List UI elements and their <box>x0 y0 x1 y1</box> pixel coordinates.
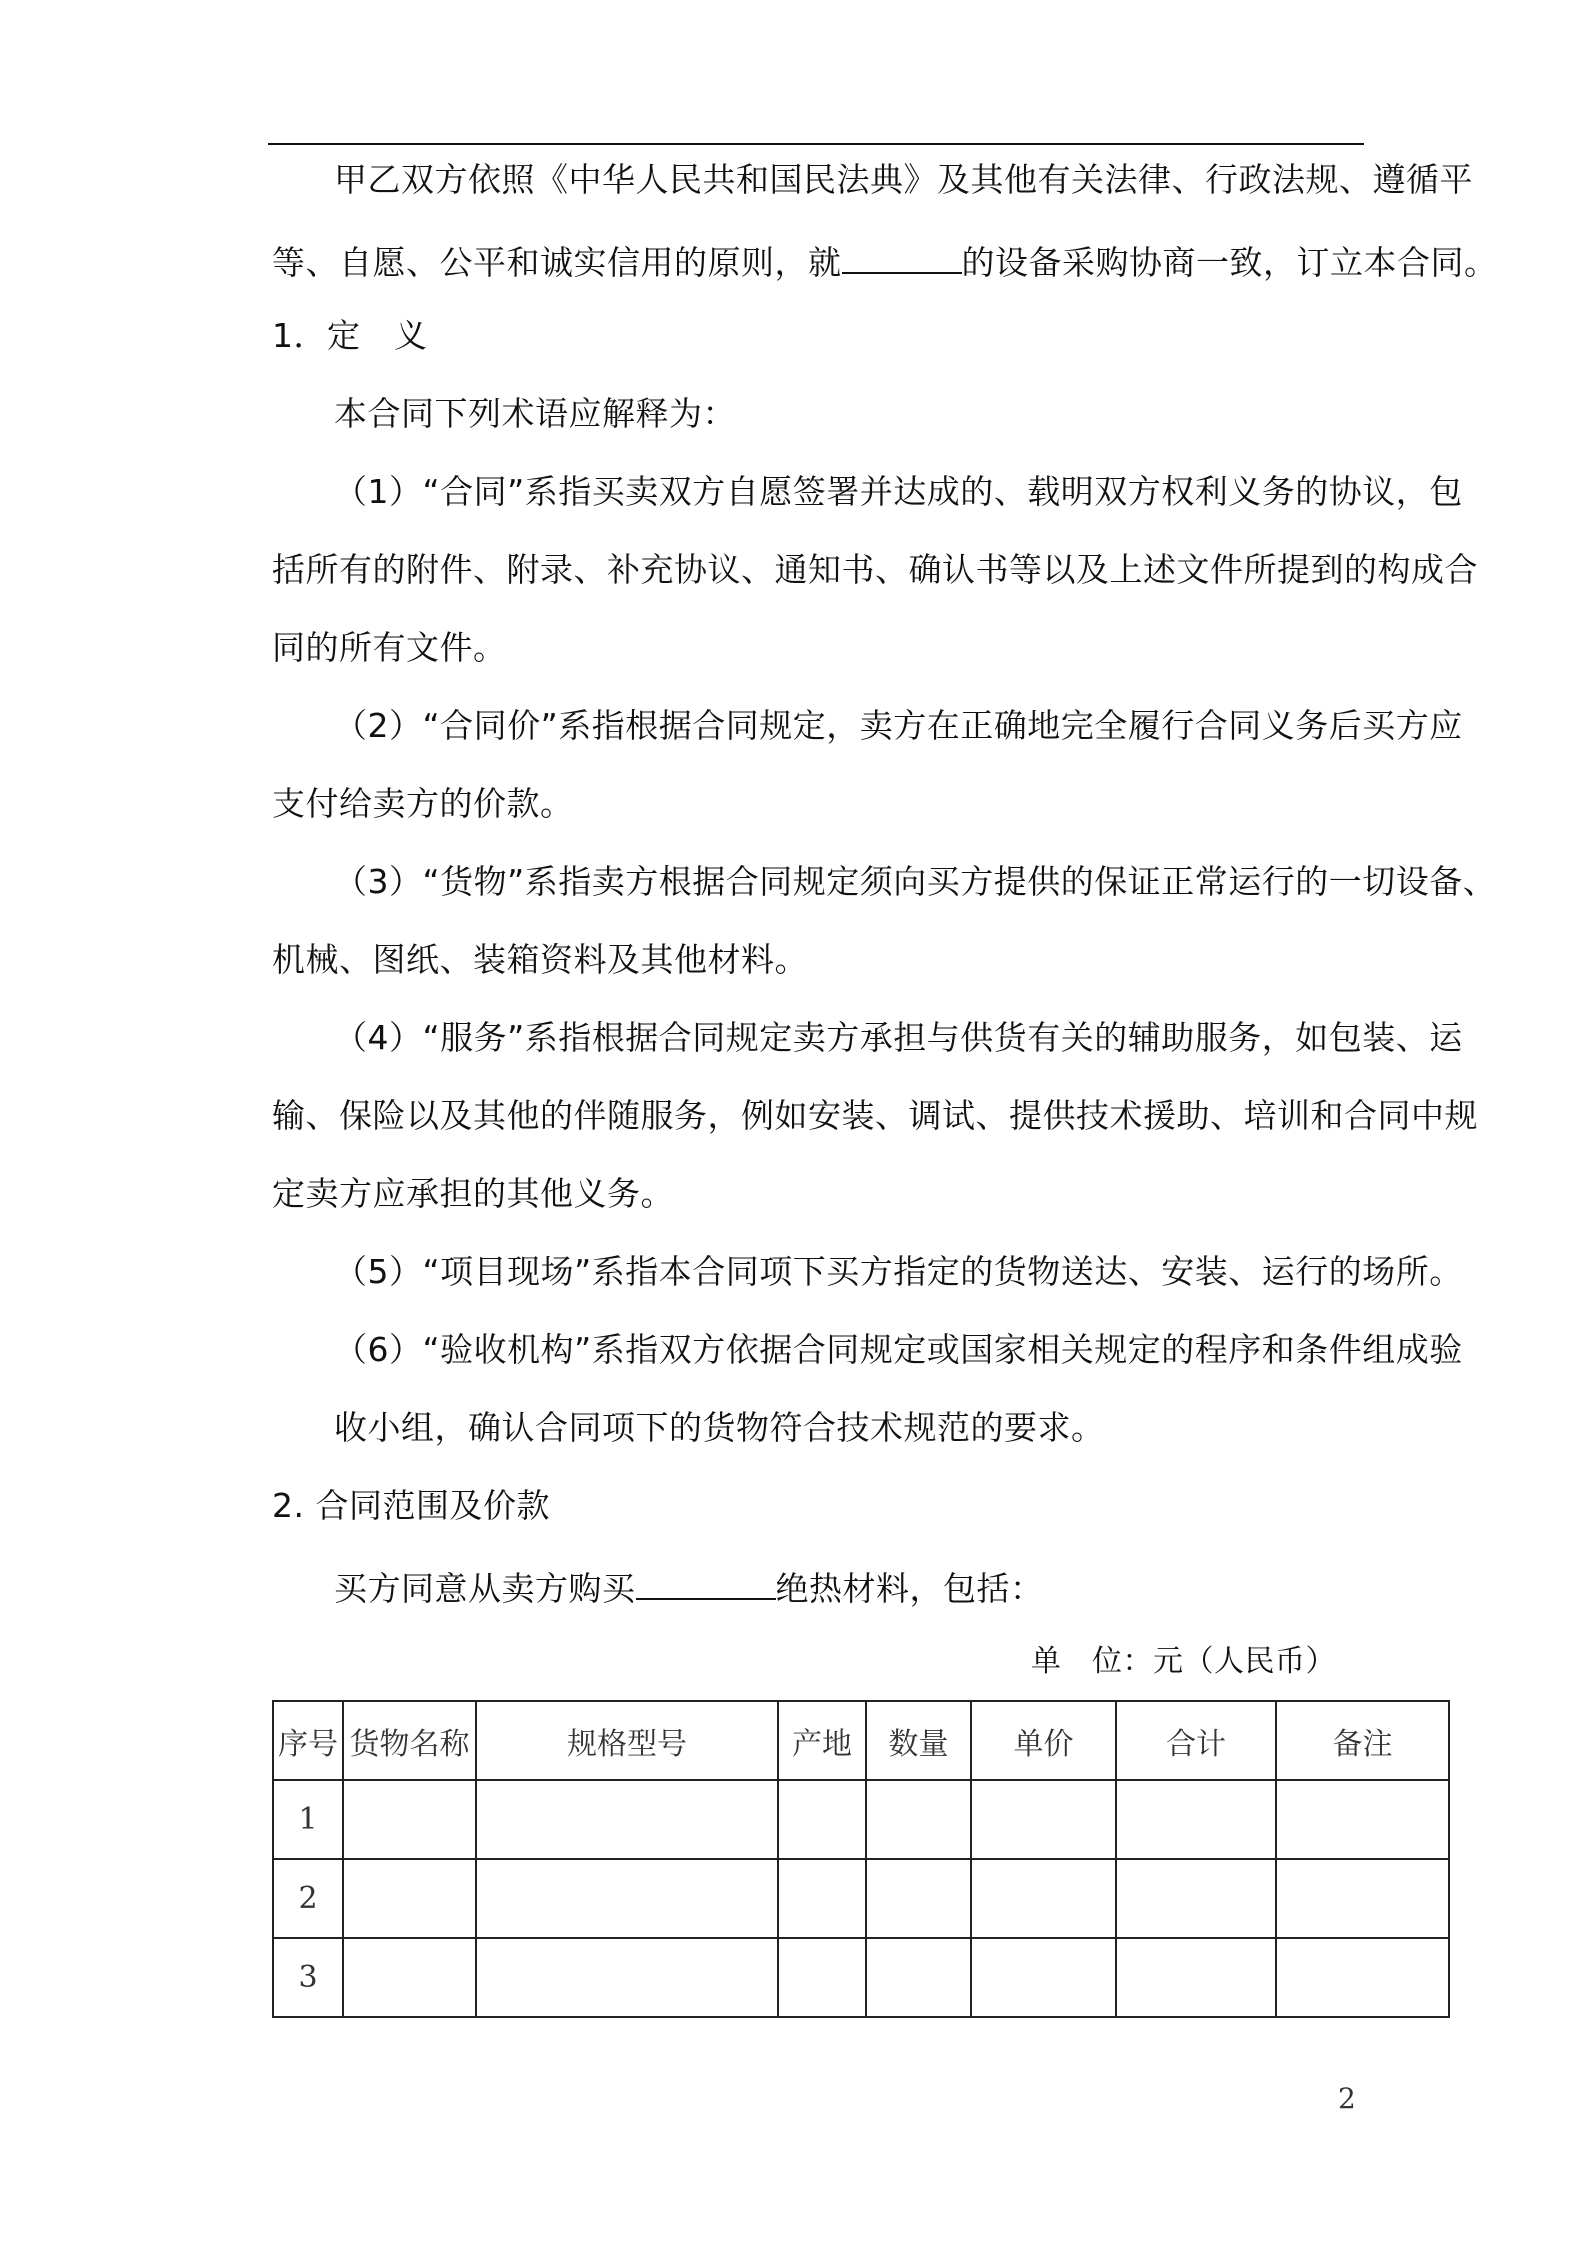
col-header-remarks: 备注 <box>1276 1701 1449 1780</box>
origin-cell[interactable] <box>778 1780 866 1859</box>
total-cell[interactable] <box>1116 1780 1276 1859</box>
header-rule <box>268 143 1364 145</box>
remarks-cell[interactable] <box>1276 1859 1449 1938</box>
definition-2-line-1: （2）“合同价”系指根据合同规定，卖方在正确地完全履行合同义务后买方应 <box>334 706 1463 745</box>
remarks-cell[interactable] <box>1276 1938 1449 2017</box>
page-number: 2 <box>1338 2082 1356 2115</box>
purchase-text-after-blank: 绝热材料，包括： <box>775 1569 1044 1608</box>
purchase-blank-field[interactable] <box>636 1564 776 1600</box>
intro-line-2 <box>272 238 1498 283</box>
intro-text-before-blank: 等、自愿、公平和诚实信用的原则，就 <box>272 243 842 282</box>
definition-1-line-3: 同的所有文件。 <box>272 628 507 667</box>
col-header-quantity: 数量 <box>866 1701 971 1780</box>
currency-unit-note: 单 位：元（人民币） <box>1031 1644 1336 1679</box>
quantity-cell[interactable] <box>866 1859 971 1938</box>
col-header-spec-model: 规格型号 <box>476 1701 778 1780</box>
col-header-unit-price: 单价 <box>971 1701 1116 1780</box>
col-header-index: 序号 <box>273 1701 343 1780</box>
goods-name-cell[interactable] <box>343 1938 476 2017</box>
definition-6-line-2: 收小组，确认合同项下的货物符合技术规范的要求。 <box>334 1408 1105 1447</box>
definition-3-line-1: （3）“货物”系指卖方根据合同规定须向买方提供的保证正常运行的一切设备、 <box>334 862 1497 901</box>
definition-1-line-1: （1）“合同”系指买卖双方自愿签署并达成的、载明双方权利义务的协议，包 <box>334 472 1463 511</box>
origin-cell[interactable] <box>778 1859 866 1938</box>
goods-name-cell[interactable] <box>343 1780 476 1859</box>
origin-cell[interactable] <box>778 1938 866 2017</box>
table-header-row <box>273 1701 1449 1780</box>
unit-price-cell[interactable] <box>971 1780 1116 1859</box>
definition-5-line-1: （5）“项目现场”系指本合同项下买方指定的货物送达、安装、运行的场所。 <box>334 1252 1463 1291</box>
total-cell[interactable] <box>1116 1938 1276 2017</box>
table-row <box>273 1859 1449 1938</box>
row-index-cell: 3 <box>273 1938 343 2017</box>
goods-name-cell[interactable] <box>343 1859 476 1938</box>
col-header-goods-name: 货物名称 <box>343 1701 476 1780</box>
purchase-text-before-blank: 买方同意从卖方购买 <box>334 1569 636 1608</box>
table-row <box>273 1780 1449 1859</box>
section-2-heading: 2. 合同范围及价款 <box>272 1486 550 1525</box>
definition-1-line-2: 括所有的附件、附录、补充协议、通知书、确认书等以及上述文件所提到的构成合 <box>272 550 1478 589</box>
spec-model-cell[interactable] <box>476 1859 778 1938</box>
subject-blank-field[interactable] <box>842 238 962 274</box>
row-index-cell: 1 <box>273 1780 343 1859</box>
definition-4-line-3: 定卖方应承担的其他义务。 <box>272 1174 674 1213</box>
remarks-cell[interactable] <box>1276 1780 1449 1859</box>
spec-model-cell[interactable] <box>476 1780 778 1859</box>
goods-table <box>272 1700 1450 2018</box>
quantity-cell[interactable] <box>866 1780 971 1859</box>
total-cell[interactable] <box>1116 1859 1276 1938</box>
definition-4-line-2: 输、保险以及其他的伴随服务，例如安装、调试、提供技术援助、培训和合同中规 <box>272 1096 1478 1135</box>
col-header-total: 合计 <box>1116 1701 1276 1780</box>
purchase-clause <box>334 1564 1044 1609</box>
col-header-origin: 产地 <box>778 1701 866 1780</box>
definition-4-line-1: （4）“服务”系指根据合同规定卖方承担与供货有关的辅助服务，如包装、运 <box>334 1018 1463 1057</box>
unit-price-cell[interactable] <box>971 1859 1116 1938</box>
intro-text-after-blank: 的设备采购协商一致，订立本合同。 <box>961 243 1498 282</box>
definition-2-line-2: 支付给卖方的价款。 <box>272 784 574 823</box>
definitions-lead: 本合同下列术语应解释为： <box>334 394 736 433</box>
row-index-cell: 2 <box>273 1859 343 1938</box>
quantity-cell[interactable] <box>866 1938 971 2017</box>
intro-line-1: 甲乙双方依照《中华人民共和国民法典》及其他有关法律、行政法规、遵循平 <box>334 160 1473 199</box>
definition-3-line-2: 机械、图纸、装箱资料及其他材料。 <box>272 940 808 979</box>
table-row <box>273 1938 1449 2017</box>
unit-price-cell[interactable] <box>971 1938 1116 2017</box>
spec-model-cell[interactable] <box>476 1938 778 2017</box>
definition-6-line-1: （6）“验收机构”系指双方依据合同规定或国家相关规定的程序和条件组成验 <box>334 1330 1463 1369</box>
section-1-heading: 1．定 义 <box>272 316 428 355</box>
